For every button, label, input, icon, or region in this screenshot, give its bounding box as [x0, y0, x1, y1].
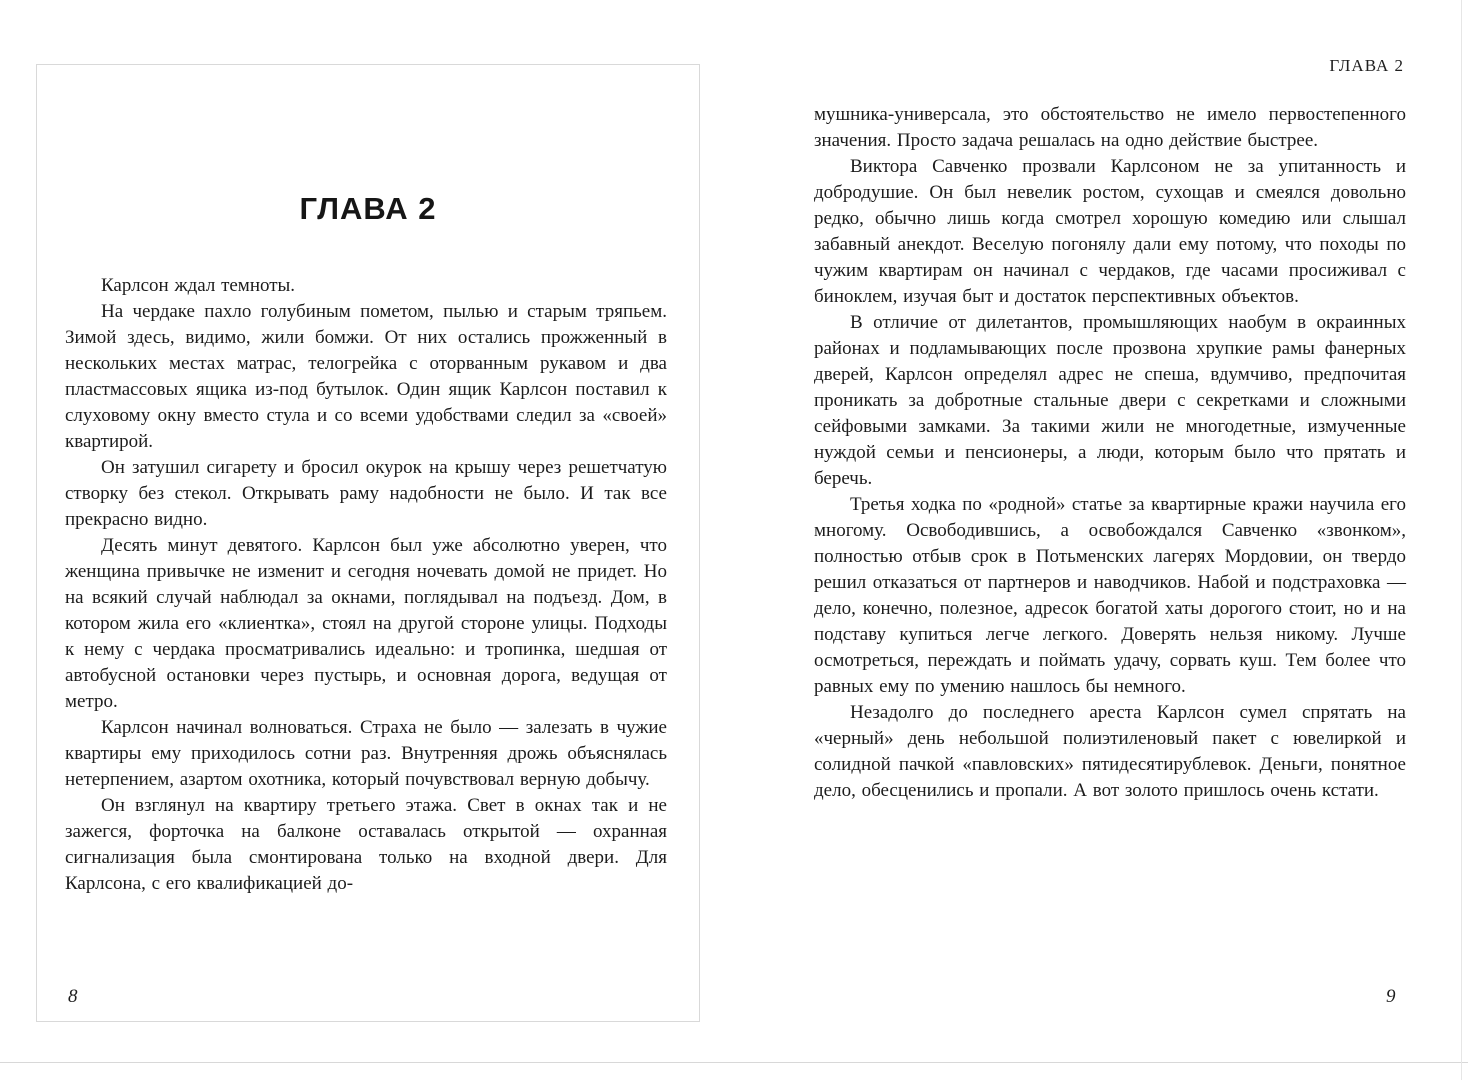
page-number-right: 9	[1386, 986, 1396, 1007]
paragraph: В отличие от дилетантов, промышляющих наобум в окраинных районах и подламывающих после прозвона хрупкие рамы фанерных дверей, Карлсон определял адрес не спеша, вдумчиво, предпочитая проникать за добротные стальные двери с секретками и сложными сейфовыми замками. За такими жили не многодетные, измученные нуждой семьи и пенсионеры, а люди, которым было что прятать и беречь.	[814, 312, 1406, 489]
paragraph: Карлсон ждал темноты.	[101, 275, 296, 296]
left-page-text-block	[65, 273, 667, 897]
paragraph-continuation: мушника-универсала, это обстоятельство не имело первостепенного значения. Просто задача решалась на одно действие быстрее.	[814, 104, 1406, 151]
scan-edge-right	[1461, 0, 1462, 1080]
paragraph: Он взглянул на квартиру третьего этажа. Свет в окнах так и не зажегся, форточка на балконе оставалась открытой — охранная сигнализация была смонтирована только на входной двери. Для Карлсона, с его квалификацией до-	[65, 795, 667, 894]
page-number-left: 8	[68, 986, 78, 1007]
scan-edge-bottom	[0, 1062, 1468, 1063]
paragraph: На чердаке пахло голубиным пометом, пылью и старым тряпьем. Зимой здесь, видимо, жили бомжи. От них остались прожженный в нескольких местах матрас, телогрейка с оторванным рукавом и два пластмассовых ящика из-под бутылок. Один ящик Карлсон поставил к слуховому окну вместо стула и со всеми удобствами следил за «своей» квартирой.	[65, 301, 667, 452]
paragraph: Он затушил сигарету и бросил окурок на крышу через решетчатую створку без стекол. Открывать раму надобности не было. И так все прекрасно видно.	[65, 457, 667, 530]
left-page	[36, 64, 700, 1022]
running-header: ГЛАВА 2	[1329, 56, 1404, 75]
right-page-text-block	[814, 102, 1406, 804]
paragraph: Карлсон начинал волноваться. Страха не было — залезать в чужие квартиры ему приходилось сотни раз. Внутренняя дрожь объяснялась нетерпением, азартом охотника, который почувствовал верную добычу.	[65, 717, 667, 790]
paragraph: Третья ходка по «родной» статье за квартирные кражи научила его многому. Освободившись, а освобождался Савченко «звонком», полностью отбыв срок в Потьменских лагерях Мордовии, он твердо решил отказаться от партнеров и наводчиков. Набой и подстраховка — дело, конечно, полезное, адресок богатой хаты дорогого стоит, но и на подставу купиться легче легкого. Доверять нельзя никому. Лучше осмотреться, переждать и поймать удачу, сорвать куш. Тем более что равных ему по умению нашлось бы немного.	[814, 494, 1406, 697]
paragraph: Десять минут девятого. Карлсон был уже абсолютно уверен, что женщина привычке не изменит и сегодня ночевать домой не придет. Но на всякий случай наблюдал за окнами, поглядывал на подъезд. Дом, в котором жила его «клиентка», стоял на другой стороне улицы. Подходы к нему с чердака просматривались идеально: и тропинка, шедшая от автобусной остановки через пустырь, и основная дорога, ведущая от метро.	[65, 535, 667, 712]
paragraph: Виктора Савченко прозвали Карлсоном не за упитанность и добродушие. Он был невелик ростом, сухощав и смеялся довольно редко, обычно лишь когда смотрел хорошую комедию или слышал забавный анекдот. Веселую погонялу дали ему потому, что походы по чужим квартирам он начинал с чердаков, где часами просиживал с биноклем, изучая быт и достаток перспективных объектов.	[814, 156, 1406, 307]
chapter-title: ГЛАВА 2	[299, 191, 437, 226]
paragraph: Незадолго до последнего ареста Карлсон сумел спрятать на «черный» день небольшой полиэтиленовый пакет с ювелиркой и солидной пачкой «павловских» пятидесятирублевок. Деньги, понятное дело, обесценились и пропали. А вот золото пришлось очень кстати.	[814, 702, 1406, 801]
